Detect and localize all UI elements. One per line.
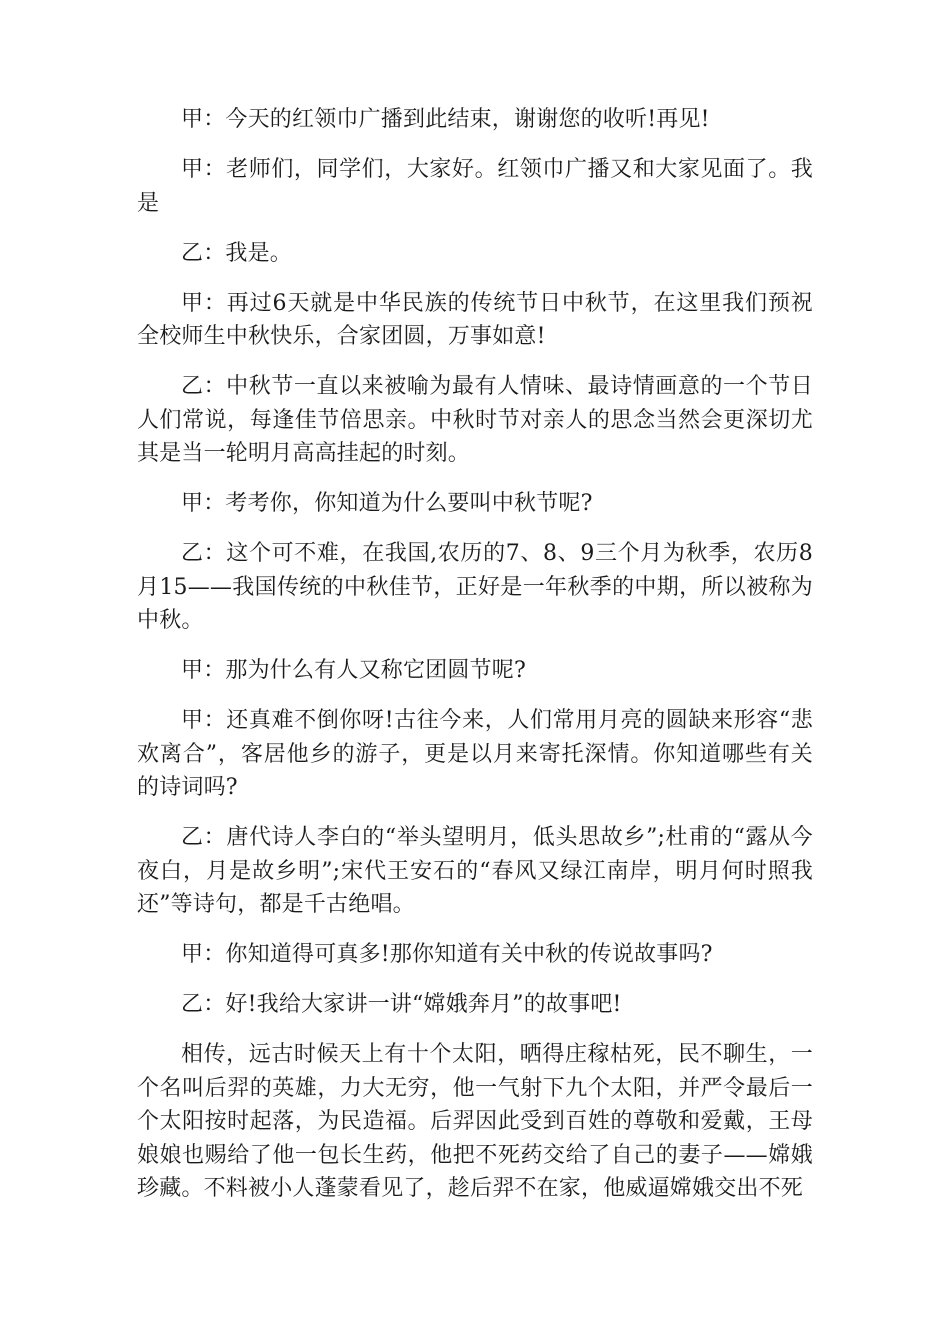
- paragraph-poems-answer: 乙：唐代诗人李白的“举头望明月，低头思故乡”;杜甫的“露从今夜白，月是故乡明”;宋代王安石的“春风又绿江南岸，明月何时照我还”等诗句，都是千古绝唱。: [137, 825, 813, 917]
- paragraph-legend-story: 相传，远古时候天上有十个太阳，晒得庄稼枯死，民不聊生，一个名叫后羿的英雄，力大无穷，他一气射下九个太阳，并严令最后一个太阳按时起落，为民造福。后羿因此受到百姓的尊敬和爱戴，王母娘娘也赐给了他一包长生药，他把不死药交给了自己的妻子——嫦娥珍藏。不料被小人蓬蒙看见了，趁后羿不在家，他威逼嫦娥交出不死: [137, 1042, 813, 1201]
- paragraph-legend-intro: 乙：好!我给大家讲一讲“嫦娥奔月”的故事吧!: [181, 992, 622, 1017]
- document-body: [137, 103, 813, 1222]
- paragraph-legend-question: 甲：你知道得可真多!那你知道有关中秋的传说故事吗?: [181, 942, 713, 967]
- paragraph-festival-wishes: 甲：再过6天就是中华民族的传统节日中秋节，在这里我们预祝全校师生中秋快乐，合家团圆，万事如意!: [137, 290, 813, 349]
- paragraph-host-b-intro: 乙：我是。: [181, 240, 293, 266]
- paragraph-question-name: 甲：考考你，你知道为什么要叫中秋节呢?: [181, 491, 593, 516]
- paragraph-poems-question: 甲：还真难不倒你呀!古往今来，人们常用月亮的圆缺来形容“悲欢离合”，客居他乡的游子，更是以月来寄托深情。你知道哪些有关的诗词吗?: [137, 708, 813, 800]
- paragraph-question-reunion: 甲：那为什么有人又称它团圆节呢?: [181, 658, 526, 683]
- paragraph-festival-meaning: 乙：中秋节一直以来被喻为最有人情味、最诗情画意的一个节日人们常说，每逢佳节倍思亲。中秋时节对亲人的思念当然会更深切尤其是当一轮明月高高挂起的时刻。: [137, 374, 813, 466]
- paragraph-closing-line: 甲：今天的红领巾广播到此结束，谢谢您的收听!再见!: [181, 107, 710, 132]
- paragraph-greeting: 甲：老师们，同学们，大家好。红领巾广播又和大家见面了。我是: [137, 157, 813, 216]
- paragraph-answer-name: 乙：这个可不难，在我国,农历的7、8、9三个月为秋季，农历8月15——我国传统的中秋佳节，正好是一年秋季的中期，所以被称为中秋。: [137, 541, 813, 633]
